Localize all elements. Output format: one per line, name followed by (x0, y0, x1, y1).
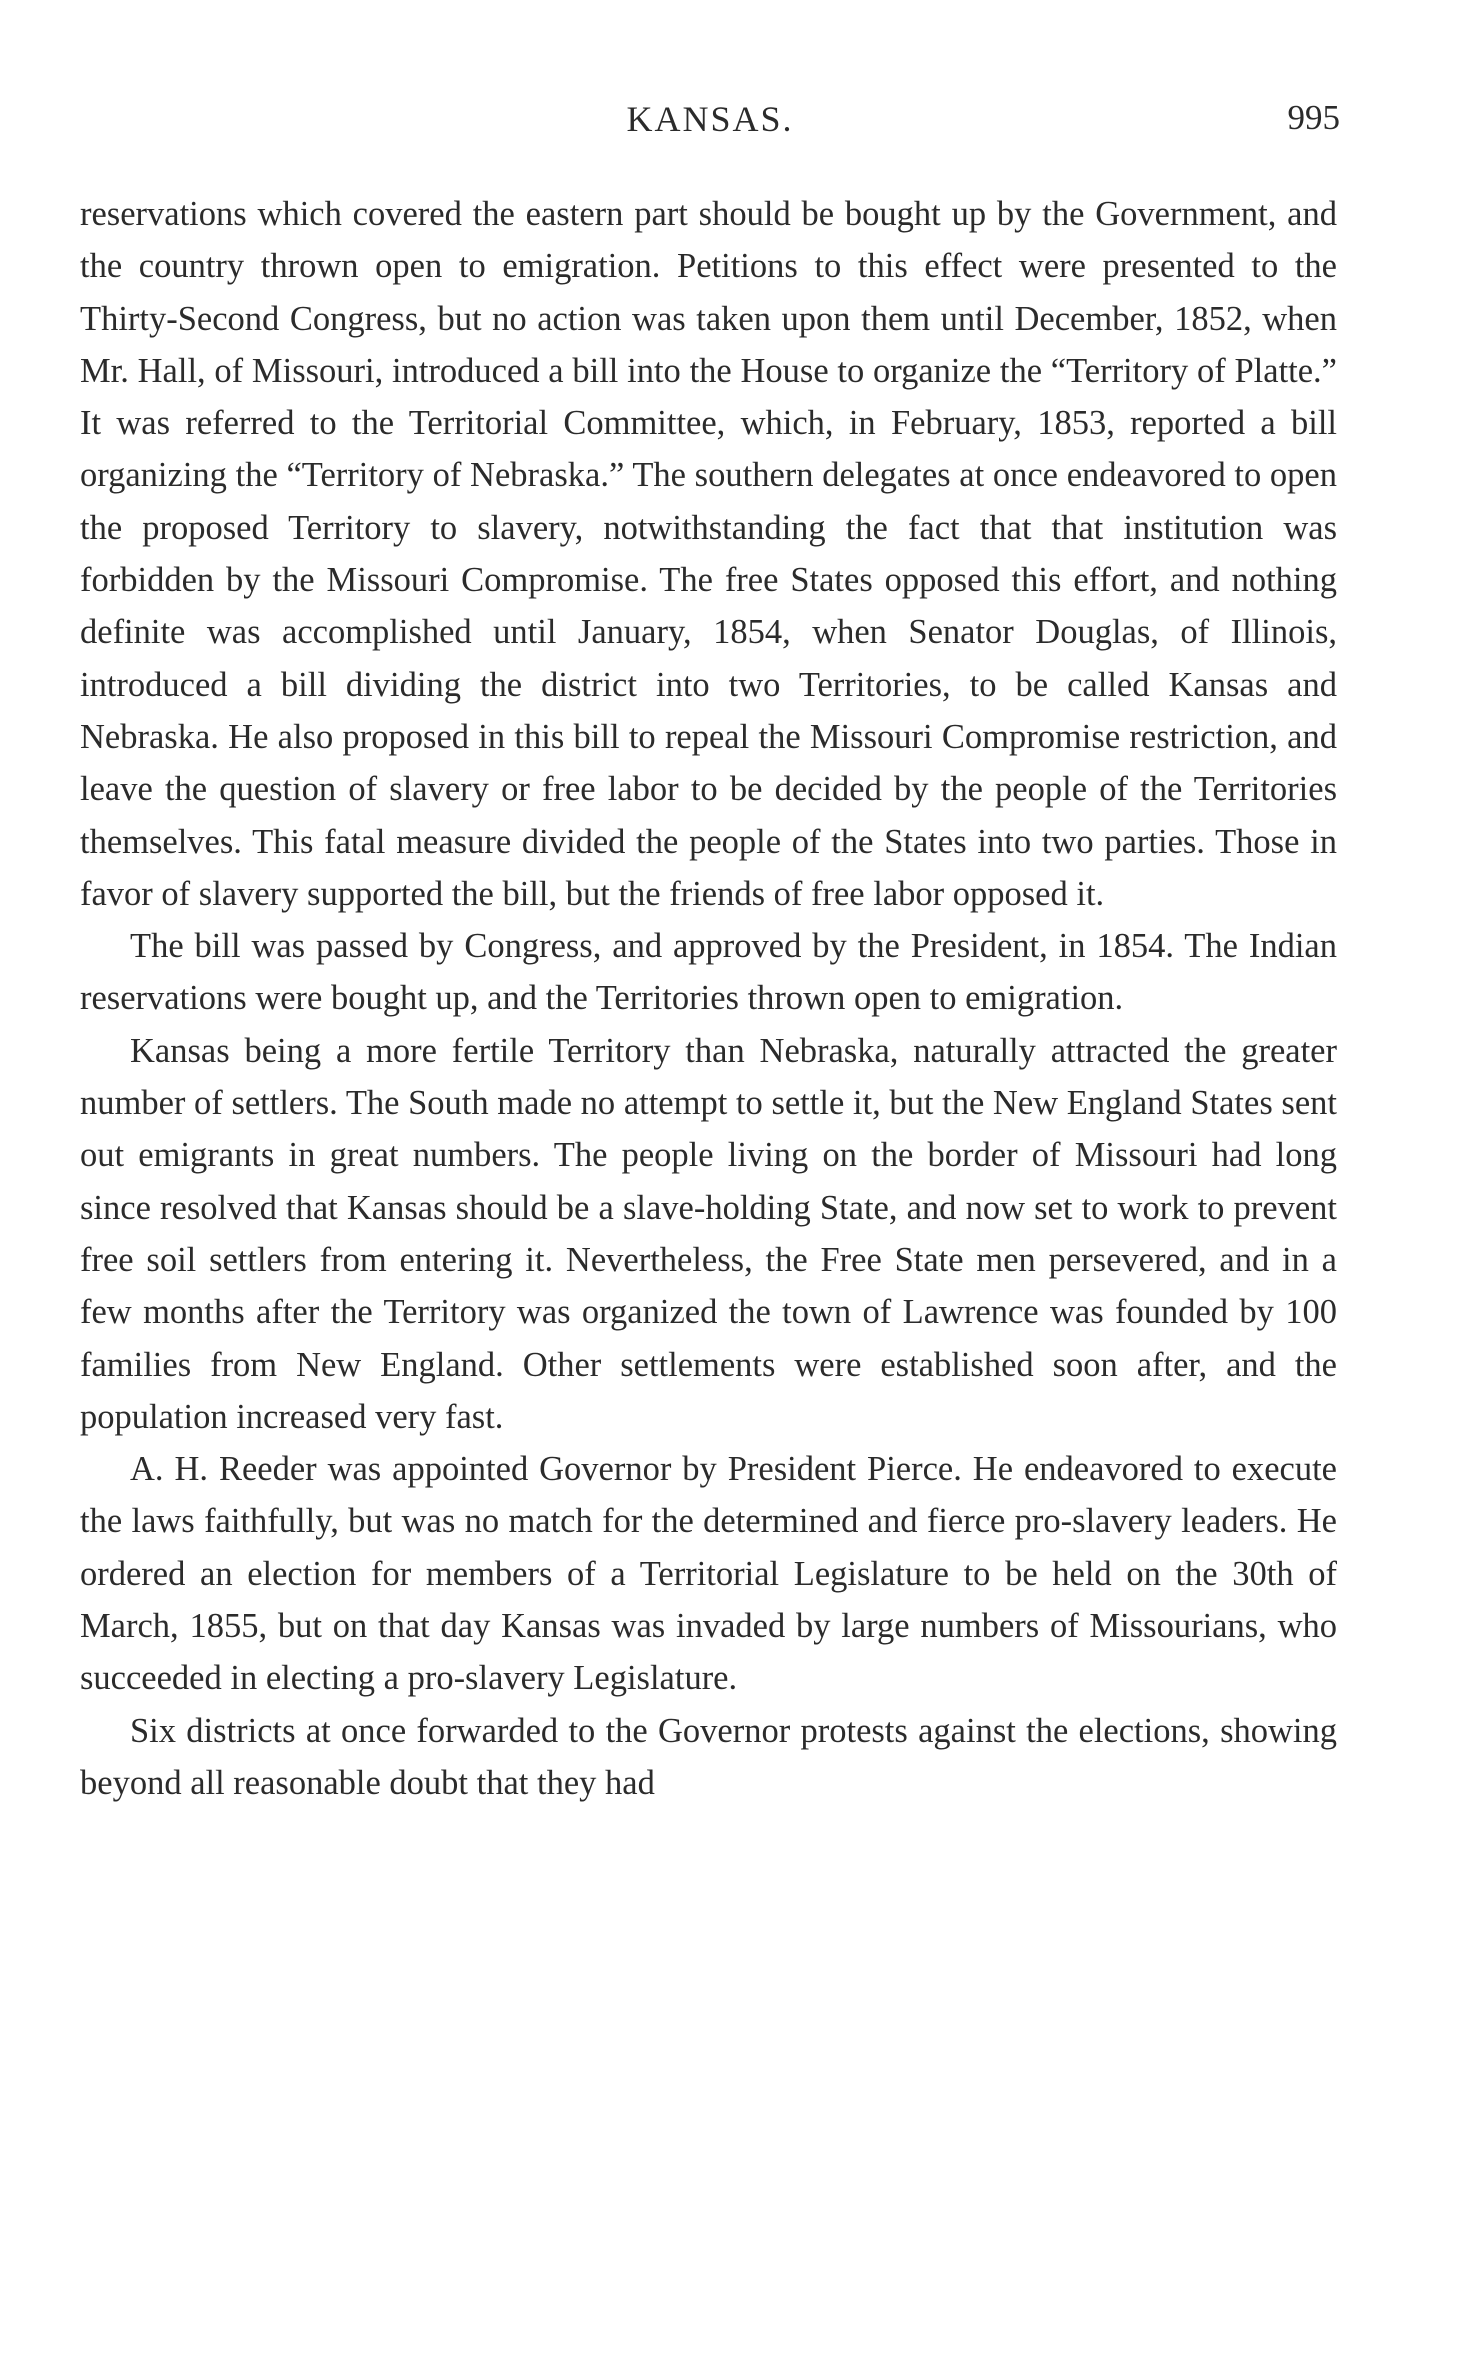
paragraph-six-districts: Six districts at once forwarded to the Governor protests against the elections, showing beyond all reasonable doubt that they had (80, 1711, 1337, 1802)
body-text (80, 188, 1337, 1809)
page-number: 995 (1287, 98, 1340, 137)
paragraph-kansas-settlement: Kansas being a more fertile Territory than Nebraska, naturally attracted the greater number of settlers. The South made no attempt to settle it, but the New England States sent out emigrants in great numbers. The people living on the border of Missouri had long since resolved that Kansas should be a slave-holding State, and now set to work to prevent free soil settlers from entering it. Nevertheless, the Free State men persevered, and in a few months after the Territory was organized the town of Lawrence was founded by 100 families from New England. Other settlements were established soon after, and the population increased very fast. (80, 1031, 1337, 1436)
paragraph-governor-reeder: A. H. Reeder was appointed Governor by President Pierce. He endeavored to execute the laws faithfully, but was no match for the determined and fierce pro-slavery leaders. He ordered an election for members of a Territorial Legislature to be held on the 30th of March, 1855, but on that day Kansas was invaded by large numbers of Missourians, who succeeded in electing a pro-slavery Legislature. (80, 1450, 1337, 1698)
running-head (80, 98, 1340, 148)
paragraph-continued: reservations which covered the eastern part should be bought up by the Government, and the country thrown open to emigration. Petitions to this effect were presented to the Thirty-Second Congress, but no action was taken upon them until December, 1852, when Mr. Hall, of Missouri, introduced a bill into the House to organize the “Territory of Platte.” It was referred to the Territorial Committee, which, in February, 1853, reported a bill organizing the “Territory of Nebraska.” The southern delegates at once endeavored to open the proposed Territory to slavery, notwithstanding the fact that that institution was forbidden by the Missouri Compromise. The free States opposed this effort, and nothing definite was accomplished until January, 1854, when Senator Douglas, of Illinois, introduced a bill dividing the district into two Territories, to be called Kansas and Nebraska. He also proposed in this bill to repeal the Missouri Compromise restriction, and leave the question of slavery or free labor to be decided by the people of the Territories themselves. This fatal measure divided the people of the States into two parties. Those in favor of slavery supported the bill, but the friends of free labor opposed it. (80, 195, 1337, 913)
running-title: KANSAS. (626, 99, 794, 139)
paragraph-bill-passed: The bill was passed by Congress, and approved by the President, in 1854. The Indian reservations were bought up, and the Territories thrown open to emigration. (80, 927, 1337, 1018)
